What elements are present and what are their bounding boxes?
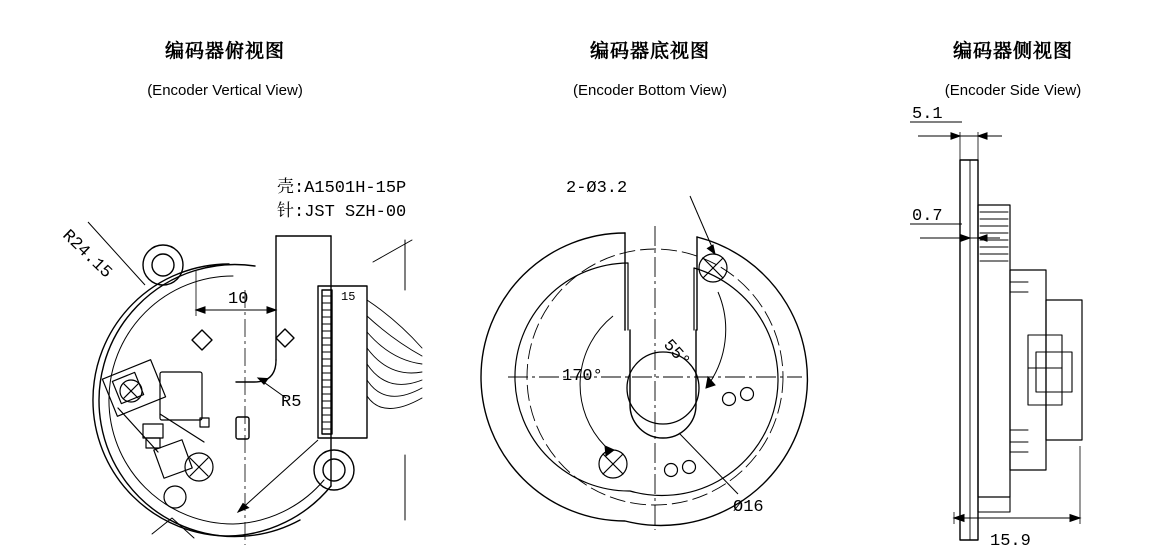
view-panel-vertical (0, 0, 450, 559)
drawing-bottom-view (450, 0, 850, 559)
view-title-cn-bottom: 编码器底视图 (589, 40, 710, 62)
annotation-connector-shell: 壳:A1501H-15P (277, 179, 407, 198)
annotation-dim-10: 10 (228, 290, 249, 309)
annotation-connector-pin: 针:JST SZH-00 (277, 203, 407, 222)
view-panel-side (850, 0, 1176, 559)
annotation-bore-16: Ø16 (733, 498, 764, 517)
view-panel-bottom (450, 0, 850, 559)
annotation-pin-count: 15 (341, 290, 356, 304)
drawing-side-view (850, 0, 1176, 559)
annotation-radius-r2415: R24.15 (57, 226, 116, 283)
annotation-dim-5-1: 5.1 (912, 105, 943, 124)
view-title-cn-side: 编码器侧视图 (952, 40, 1073, 62)
drawing-vertical-view (0, 0, 450, 559)
annotation-angle-170: 170° (562, 367, 603, 386)
annotation-angle-55: 55° (658, 336, 694, 372)
view-title-cn-vertical: 编码器俯视图 (164, 40, 285, 62)
view-title-en-bottom: (Encoder Bottom View) (573, 82, 727, 99)
view-title-en-side: (Encoder Side View) (944, 82, 1082, 99)
annotation-dim-0-7: 0.7 (912, 207, 943, 226)
annotation-holes-2x32: 2-Ø3.2 (566, 179, 628, 198)
annotation-fillet-r5: R5 (281, 393, 302, 412)
view-title-en-vertical: (Encoder Vertical View) (147, 82, 303, 99)
annotation-dim-15-9: 15.9 (990, 532, 1031, 551)
